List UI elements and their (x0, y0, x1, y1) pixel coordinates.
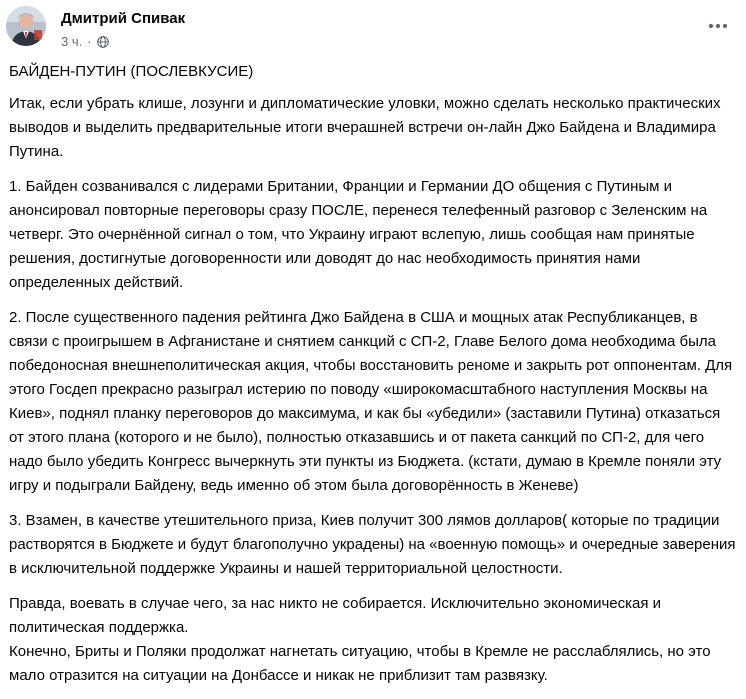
post-body (9, 60, 737, 699)
globe-icon[interactable] (97, 36, 109, 48)
post-title: БАЙДЕН-ПУТИН (ПОСЛЕВКУСИЕ) (9, 63, 254, 80)
avatar-image (6, 6, 46, 46)
post-paragraph-intro: Итак, если убрать клише, лозунги и дипломатические уловки, можно сделать несколько практических выводов и выделить предварительные итоги вчерашней встречи он-лайн Джо Байдена и Владимира Путина. (9, 95, 721, 160)
post-timestamp[interactable]: 3 ч. (61, 34, 83, 49)
post-paragraph-3: 3. Взамен, в качестве утешительного приза, Киев получит 300 лямов долларов( которые по традиции растворятся в Бюджете и будут благополучно украдены) на «военную помощь» и очередные заверения в исключительной поддержке Украины и нашей территориальной целостности. (9, 512, 736, 577)
post-meta (61, 34, 109, 49)
post-paragraph-2: 2. После существенного падения рейтинга Джо Байдена в США и мощных атак Республиканцев, в связи с проигрышем в Афганистане и снятием санкций с СП-2, Главе Белого дома необходима была победоносная внешнеполитическая акция, чтобы восстановить реноме и закрыть рот оппонентам. Для этого Госдеп прекрасно разыграл истерию по поводу «широкомасштабного наступления Москвы на Киев», поднял планку переговоров до максимума, и как бы «убедили» (заставили Путина) отказаться от этого плана (которого и не было), полностью отказавшись и от пакета санкций по СП-2, для чего надо было убедить Конгресс вычеркнуть эти пункты из Бюджета. (кстати, думаю в Кремле поняли эту игру и подыграли Байдену, ведь именно об этом была договорённость в Женеве) (9, 309, 733, 494)
author-avatar[interactable] (6, 6, 46, 46)
more-horizontal-icon (708, 23, 728, 29)
post-paragraph-conclusion: Правда, воевать в случае чего, за нас никто не собирается. Исключительно экономическая и политическая поддержка. Конечно, Бриты и Поляки продолжат нагнетать ситуацию, чтобы в Кремле не расслаблялись, но это мало отразится на ситуации на Донбассе и никак не приблизит там развязку. (9, 595, 711, 684)
post-paragraph-1: 1. Байден созванивался с лидерами Британии, Франции и Германии ДО общения с Путиным и анонсировал повторные переговоры сразу ПОСЛЕ, перенеся телефенный разговор с Зеленским на четверг. Это очернённой сигнал о том, что Украину играют вслепую, лишь сообщая нам принятые решения, достигнутые договоренности или доводят до нас необходимость принятия нами определенных действий. (9, 178, 708, 291)
post-options-button[interactable] (700, 8, 736, 44)
author-name[interactable]: Дмитрий Спивак (61, 10, 186, 27)
meta-separator: · (87, 34, 92, 49)
